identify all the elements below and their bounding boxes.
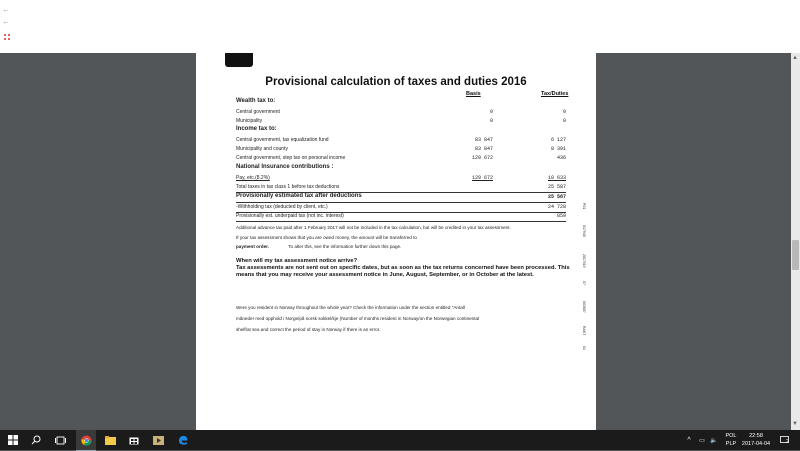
volume-icon[interactable]: 🔈: [710, 437, 718, 444]
scrollbar-thumb[interactable]: [792, 240, 799, 270]
table-row: -Withholding tax (deducted by client, etc.) 24 728: [236, 204, 566, 210]
table-row: Provisionally estimated tax after deductions 25 587: [236, 193, 566, 200]
table-row: Total taxes in tax class 1 before tax deductions 25 587: [236, 184, 566, 190]
file-explorer-icon[interactable]: [102, 430, 118, 450]
note-payment-order: payment order. To alter this, see the information further down this page.: [236, 244, 402, 249]
section-body-notice: Tax assessments are not sent out on specific dates, but as soon as the tax returns concerned have been processed. This means that you may receive your assessment notice in June, August, September, or in October at the latest.: [236, 265, 570, 278]
margin-code: 07: [582, 281, 586, 285]
table-row: Central government, tax equalization fund 83 847 6 127: [236, 137, 566, 143]
paragraph-residency-1: Were you resident in Norway throughout the whole year? Check the information under the section entitled "Antall: [236, 305, 465, 310]
table-row: Central government, step tax on personal income 129 672 436: [236, 155, 566, 161]
section-heading-notice: When will my tax assessment notice arrive?: [236, 258, 358, 264]
margin-code: P01: [582, 203, 586, 210]
back-arrow-icon[interactable]: ←: [2, 5, 10, 14]
battery-icon[interactable]: ▭: [699, 437, 705, 444]
margin-code: RAKT: [582, 326, 586, 336]
page-title: Provisional calculation of taxes and duties 2016: [265, 76, 527, 88]
note-advance-tax: Additional advance tax paid after 1 February 2017 will not be included in the tax calculation, but will be credited in your tax assessment.: [236, 225, 511, 230]
apps-icon[interactable]: [3, 33, 11, 41]
margin-code: 003687: [582, 301, 586, 313]
language-indicator[interactable]: POL PLP: [725, 433, 737, 447]
scroll-down-icon[interactable]: ▼: [792, 421, 798, 427]
table-row: Municipality 0 0: [236, 118, 566, 124]
margin-code: 017938: [582, 225, 586, 237]
taskbar: [0, 430, 800, 450]
paragraph-residency-2: måneder med opphold i Norge/på norsk sokkel/kje (Number of months resident in Norway/on the Norwegian continental: [236, 316, 480, 321]
windows-start-icon[interactable]: [4, 430, 22, 450]
table-row: National Insurance contributions :: [236, 164, 334, 170]
table-row: Provisionally est. underpaid tax (not inc. interest) 859: [236, 213, 566, 219]
paragraph-residency-3: shelf/at sea and correct the period of stay in Norway if there is an error.: [236, 327, 381, 332]
table-row: Pay, etc.(8.2%) 129 672 10 633: [236, 175, 566, 181]
table-row: Central government 0 0: [236, 109, 566, 115]
notifications-icon[interactable]: [778, 430, 792, 450]
divider: [236, 221, 566, 222]
margin-code: 01: [582, 346, 586, 350]
nav-arrows[interactable]: [2, 4, 12, 28]
edge-browser-icon[interactable]: [175, 430, 191, 450]
column-header-tax: Tax/Duties: [541, 91, 569, 97]
search-icon[interactable]: [28, 430, 44, 450]
store-icon[interactable]: [126, 430, 142, 450]
pdf-page: [196, 53, 596, 430]
margin-code: 2817019: [582, 254, 586, 268]
media-player-icon[interactable]: [150, 430, 166, 450]
logo: [225, 53, 253, 67]
table-row: Wealth tax to:: [236, 98, 276, 104]
column-header-basis: Basis: [466, 91, 481, 97]
table-row: Municipality and county 83 847 8 391: [236, 146, 566, 152]
show-hidden-icons-icon[interactable]: ^: [687, 436, 691, 444]
scroll-up-icon[interactable]: ▲: [792, 55, 798, 61]
notification-count: 2: [786, 439, 789, 445]
table-row: Income tax to:: [236, 126, 277, 132]
task-view-icon[interactable]: [52, 430, 68, 450]
clock[interactable]: 22:58 2017-04-04: [741, 433, 771, 447]
chrome-taskbar-icon[interactable]: [76, 430, 96, 451]
browser-top-area: [0, 0, 800, 53]
note-owed-money: If your tax assessment shows that you are owed money, the amount will be transferred to: [236, 235, 417, 240]
forward-arrow-icon[interactable]: ←: [2, 17, 10, 26]
